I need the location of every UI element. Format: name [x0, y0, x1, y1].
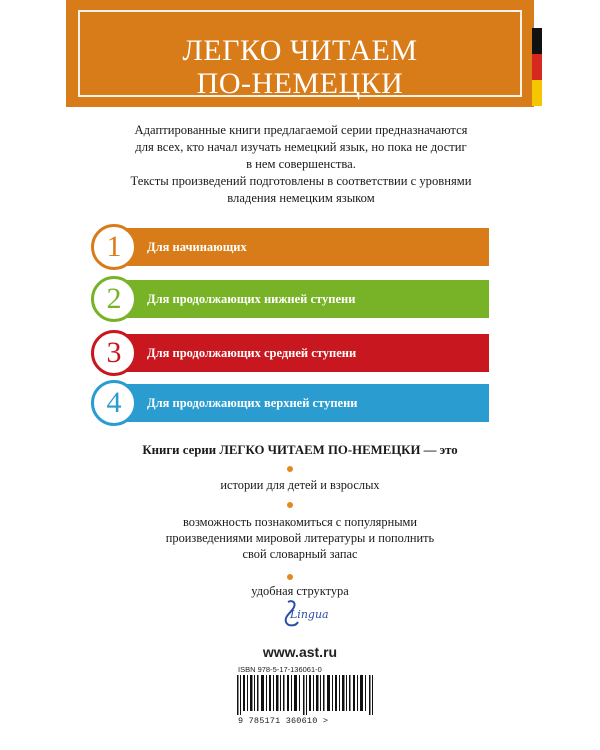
level-label: Для продолжающих верхней ступени — [147, 396, 358, 410]
header-title-line2: ПО-НЕМЕЦКИ — [196, 67, 404, 100]
feature-2 — [0, 514, 600, 562]
website-url: www.ast.ru — [262, 644, 338, 660]
level-bar-3 — [113, 334, 489, 372]
feature-3 — [0, 583, 600, 599]
flag-stripe-gold — [532, 80, 542, 106]
logo-text: Lingua — [290, 608, 329, 621]
feature-line: удобная структура — [251, 584, 349, 598]
level-bar-4 — [113, 384, 489, 422]
feature-1 — [0, 477, 600, 493]
feature-line: произведениями мировой литературы и пополнить — [165, 531, 435, 545]
feature-line: истории для детей и взрослых — [220, 478, 380, 492]
intro-line: Тексты произведений подготовлены в соответствии с уровнями — [130, 174, 472, 188]
level-number-1: 1 — [91, 224, 137, 270]
level-bar-2 — [113, 280, 489, 318]
feature-line: свой словарный запас — [242, 547, 358, 561]
intro-line: владения немецким языком — [227, 191, 375, 205]
intro-line: для всех, кто начал изучать немецкий язык, но пока не достиг — [135, 140, 467, 154]
level-label: Для продолжающих нижней ступени — [147, 292, 356, 306]
barcode-digits: 9 785171 360610 > — [238, 716, 329, 726]
intro-line: в нем совершенства. — [246, 157, 356, 171]
isbn-text: ISBN 978-5-17-136061-0 — [238, 665, 322, 674]
level-number-2: 2 — [91, 276, 137, 322]
level-label: Для продолжающих средней ступени — [147, 346, 357, 360]
level-bar-1 — [113, 228, 489, 266]
bullet-dot — [287, 466, 293, 472]
back-cover — [66, 0, 534, 750]
series-header — [66, 0, 534, 107]
level-label: Для начинающих — [147, 240, 247, 254]
bullet-dot — [287, 574, 293, 580]
flag-stripe-red — [532, 54, 542, 80]
intro-text — [96, 122, 506, 207]
header-title-line1: ЛЕГКО ЧИТАЕМ — [182, 34, 418, 67]
lingua-logo-icon — [276, 598, 329, 630]
flag-stripe-black — [532, 28, 542, 54]
barcode — [237, 675, 377, 715]
series-description-title: Книги серии ЛЕГКО ЧИТАЕМ ПО-НЕМЕЦКИ — это — [142, 443, 458, 457]
feature-line: возможность познакомиться с популярными — [182, 515, 417, 529]
series-title-heading — [66, 34, 534, 100]
intro-line: Адаптированные книги предлагаемой серии предназначаются — [134, 123, 468, 137]
level-number-3: 3 — [91, 330, 137, 376]
bullet-dot — [287, 502, 293, 508]
level-number-4: 4 — [91, 380, 137, 426]
